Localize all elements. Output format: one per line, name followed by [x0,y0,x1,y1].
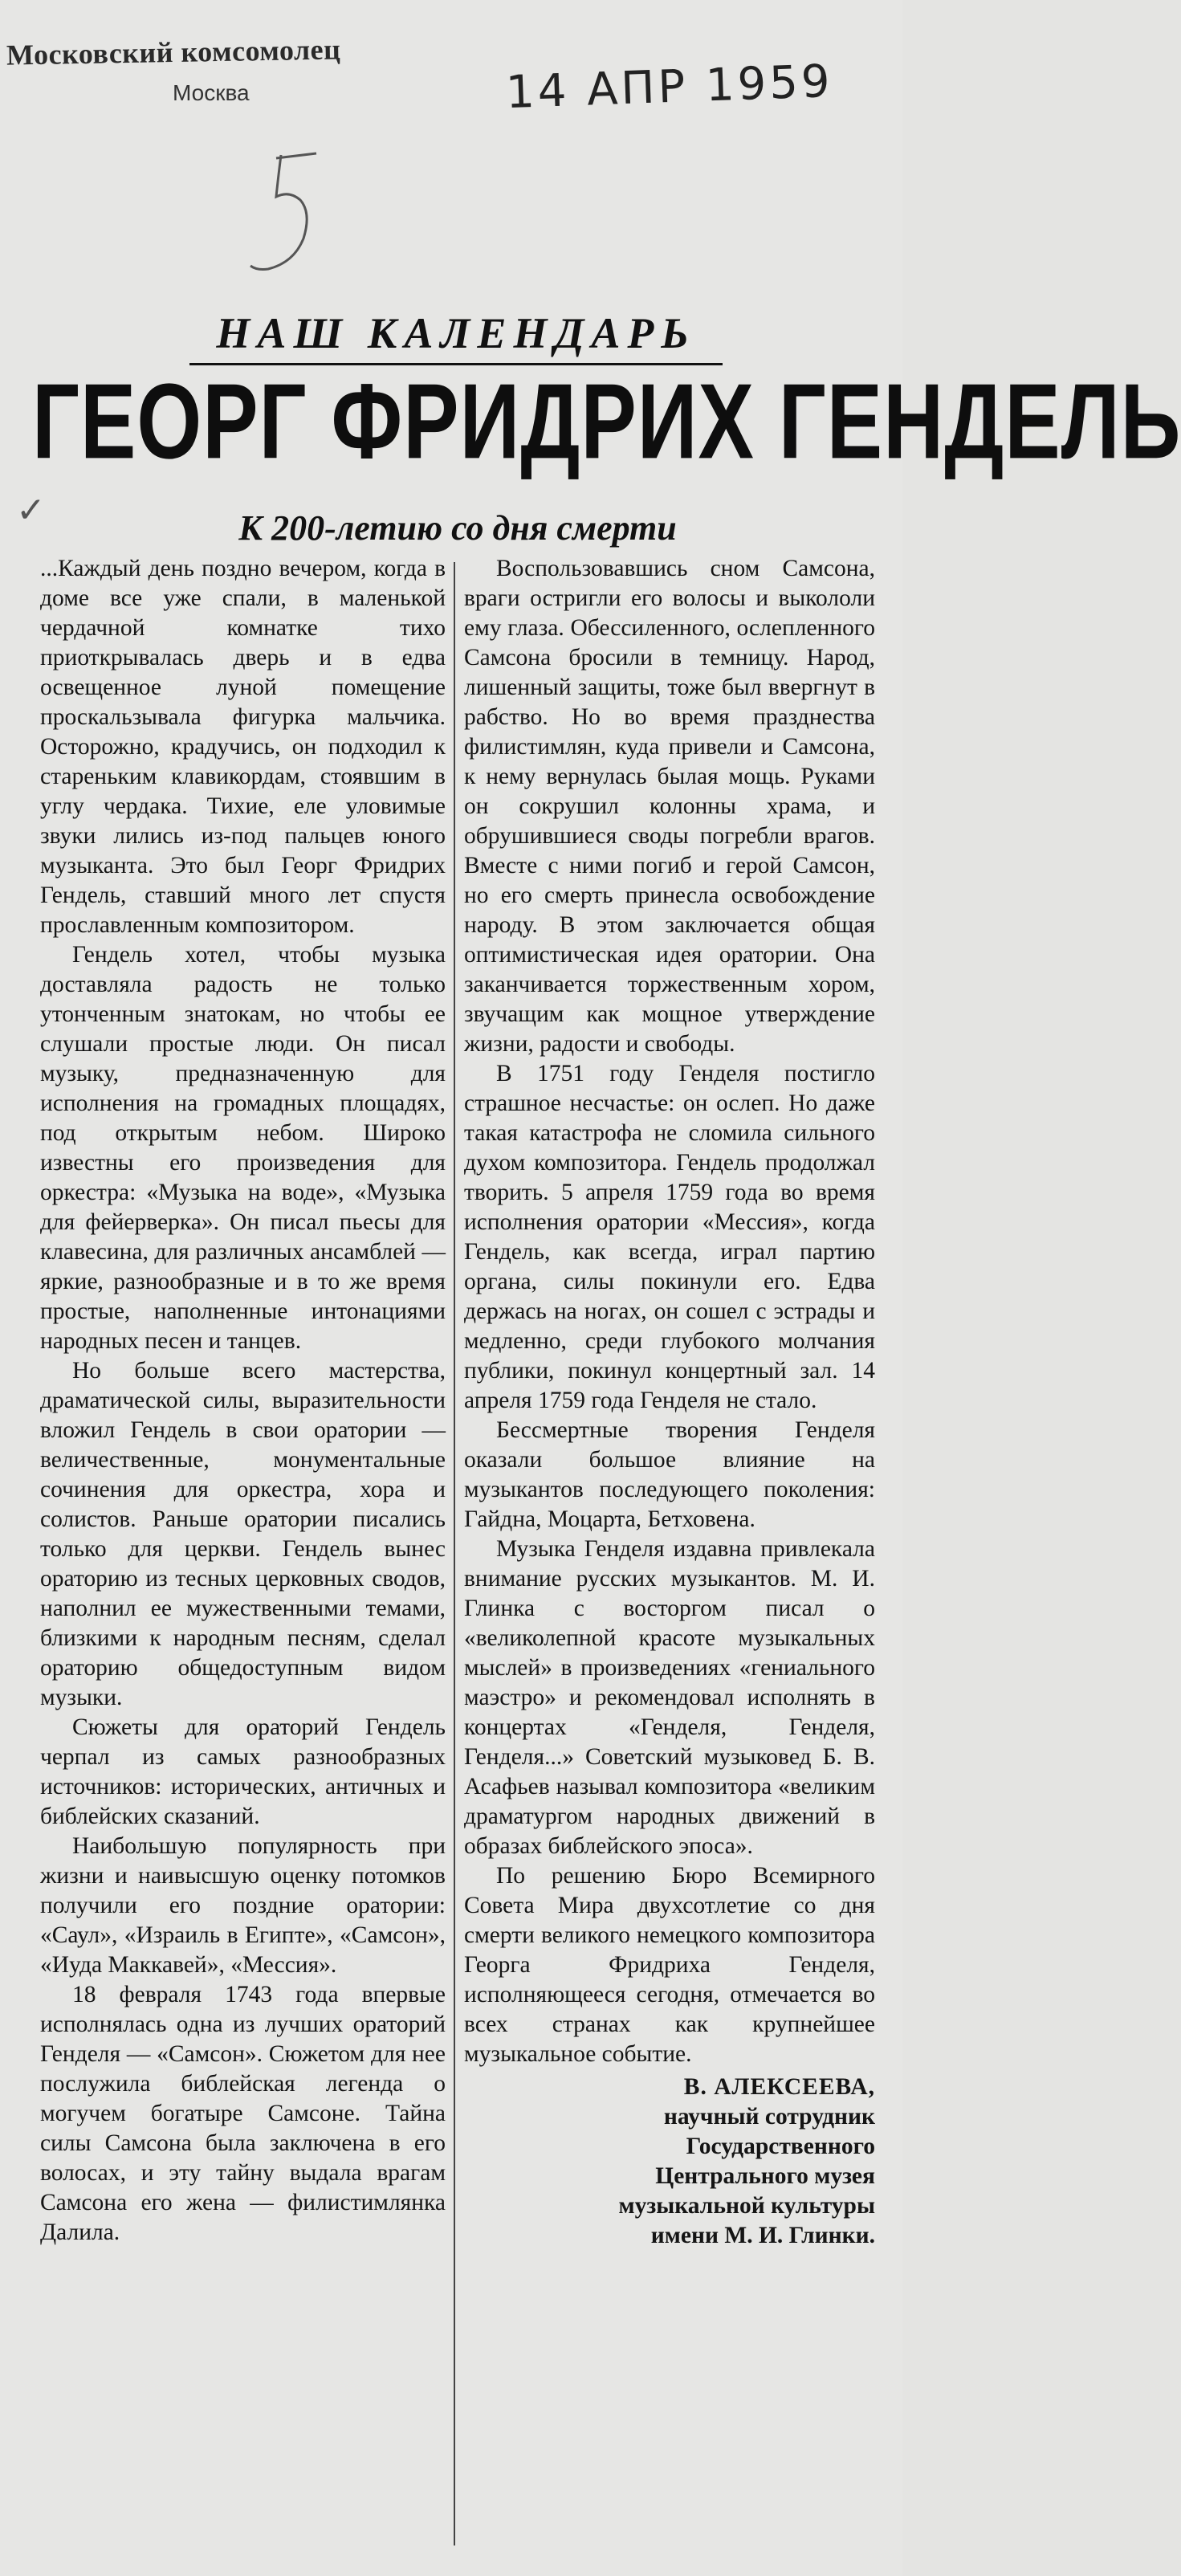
author-position-line: Государственного [686,2134,875,2159]
article-paragraph: Музыка Генделя издавна привлекала внимание русских музыкантов. М. И. Глинка с восторгом писал о «великолепной красоте музыкальных мыслей» в произведениях «гениального маэстро» и рекомендовал исполнять в концертах «Генделя, Генделя, Генделя...» Советский музыковед Б. В. Асафьев называл композитора «великим драматургом народных движений в образах библейского эпоса». [464,1536,875,1859]
article-column-right [464,554,875,2554]
author-position-line: музыкальной культуры [618,2193,875,2219]
article-paragraph: По решению Бюро Всемирного Совета Мира двухсотлетие со дня смерти великого немецкого композитора Георга Фридриха Генделя, исполняющееся сегодня, отмечается во всех странах как крупнейшее музыкальное событие. [464,1863,875,2067]
date-stamp: 14 АПР 1959 [504,55,834,120]
article-title: ГЕОРГ ФРИДРИХ ГЕНДЕЛЬ [32,362,1181,482]
author-signature [464,2073,875,2251]
article-paragraph: Гендель хотел, чтобы музыка доставляла радость не только утонченным знатокам, но чтобы ее слушали простые люди. Он писал музыку, предназначенную для исполнения на громадных площадях, под открытым небом. Широко известны его произведения для оркестра: «Музыка на воде», «Музыка для фейерверка». Он писал пьесы для клавесина, для различных ансамблей — яркие, разнообразные и в то же время простые, наполненные интонациями народных песен и танцев. [40,942,446,1354]
column-divider [454,562,455,2545]
article-subtitle: К 200-летию со дня смерти [238,508,677,548]
pencil-number-five-mark [233,149,329,285]
article-paragraph: Сюжеты для ораторий Гендель черпал из самых разнообразных источников: исторических, античных и библейских сказаний. [40,1714,446,1829]
newspaper-name-stamp: Московский комсомолец [6,33,341,71]
article-column-left [40,554,446,2554]
article-paragraph: Бессмертные творения Генделя оказали большое влияние на музыкантов последующего поколения: Гайдна, Моцарта, Бетховена. [464,1417,875,1532]
author-position-line: имени М. И. Глинки. [650,2223,875,2248]
city-stamp: Москва [173,80,250,105]
article-paragraph: ...Каждый день поздно вечером, когда в доме все уже спали, в маленькой чердачной комнатке тихо приоткрывалась дверь и в едва освещенное луной помещение проскальзывала фигурка мальчика. Осторожно, крадучись, он подходил к стареньким клавикордам, стоявшим в углу чердака. Тихие, еле уловимые звуки лились из-под пальцев юного музыканта. Это был Георг Фридрих Гендель, ставший много лет спустя прославленным композитором. [40,556,446,938]
article-paragraph: Воспользовавшись сном Самсона, враги остригли его волосы и выкололи ему глаза. Обессиленного, ослепленного Самсона бросили в темницу. Народ, лишенный защиты, тоже был ввергнут в рабство. Но во время празднества филистимлян, куда привели и Самсона, к нему вернулась былая мощь. Руками он сокрушил колонны храма, и обрушившиеся своды погребли врагов. Вместе с ними погиб и герой Самсон, но его смерть принесла освобождение народу. В этом заключается общая оптимистическая идея оратории. Она заканчивается торжественным хором, звучащим как мощное утверждение жизни, радости и свободы. [464,556,875,1057]
article-paragraph: В 1751 году Генделя постигло страшное несчастье: он ослеп. Но даже такая катастрофа не сломила сильного духом композитора. Гендель продолжал творить. 5 апреля 1759 года во время исполнения оратории «Мессия», когда Гендель, как всегда, играл партию органа, силы покинули его. Едва держась на ногах, он сошел с эстрады и медленно, среди глубокого молчания публики, покинул концертный зал. 14 апреля 1759 года Генделя не стало. [464,1061,875,1413]
section-rubric: НАШ КАЛЕНДАРЬ [216,309,696,357]
article-paragraph: Наибольшую популярность при жизни и наивысшую оценку потомков получили его поздние оратории: «Саул», «Израиль в Египте», «Самсон», «Иуда Маккавей», «Мессия». [40,1833,446,1978]
author-position-line: Центрального музея [655,2163,875,2189]
article-paragraph: 18 февраля 1743 года впервые исполнялась одна из лучших ораторий Генделя — «Самсон». Сюжетом для нее послужила библейская легенда о могучем богатыре Самсоне. Тайна силы Самсона была заключена в его волосах, и эту тайну выдала врагам Самсона его жена — филистимлянка Далила. [40,1982,446,2245]
article-paragraph: Но больше всего мастерства, драматической силы, выразительности вложил Гендель в свои оратории — величественные, монументальные сочинения для оркестра, хора и солистов. Раньше оратории писались только для церкви. Гендель вынес ораторию из тесных церковных сводов, наполнил ее мужественными темами, близкими к народным песням, сделал ораторию общедоступным видом музыки. [40,1358,446,1710]
pencil-check-mark: ✓ [16,490,46,531]
author-position-line: научный сотрудник [663,2104,875,2130]
author-name: В. АЛЕКСЕЕВА, [683,2074,875,2100]
